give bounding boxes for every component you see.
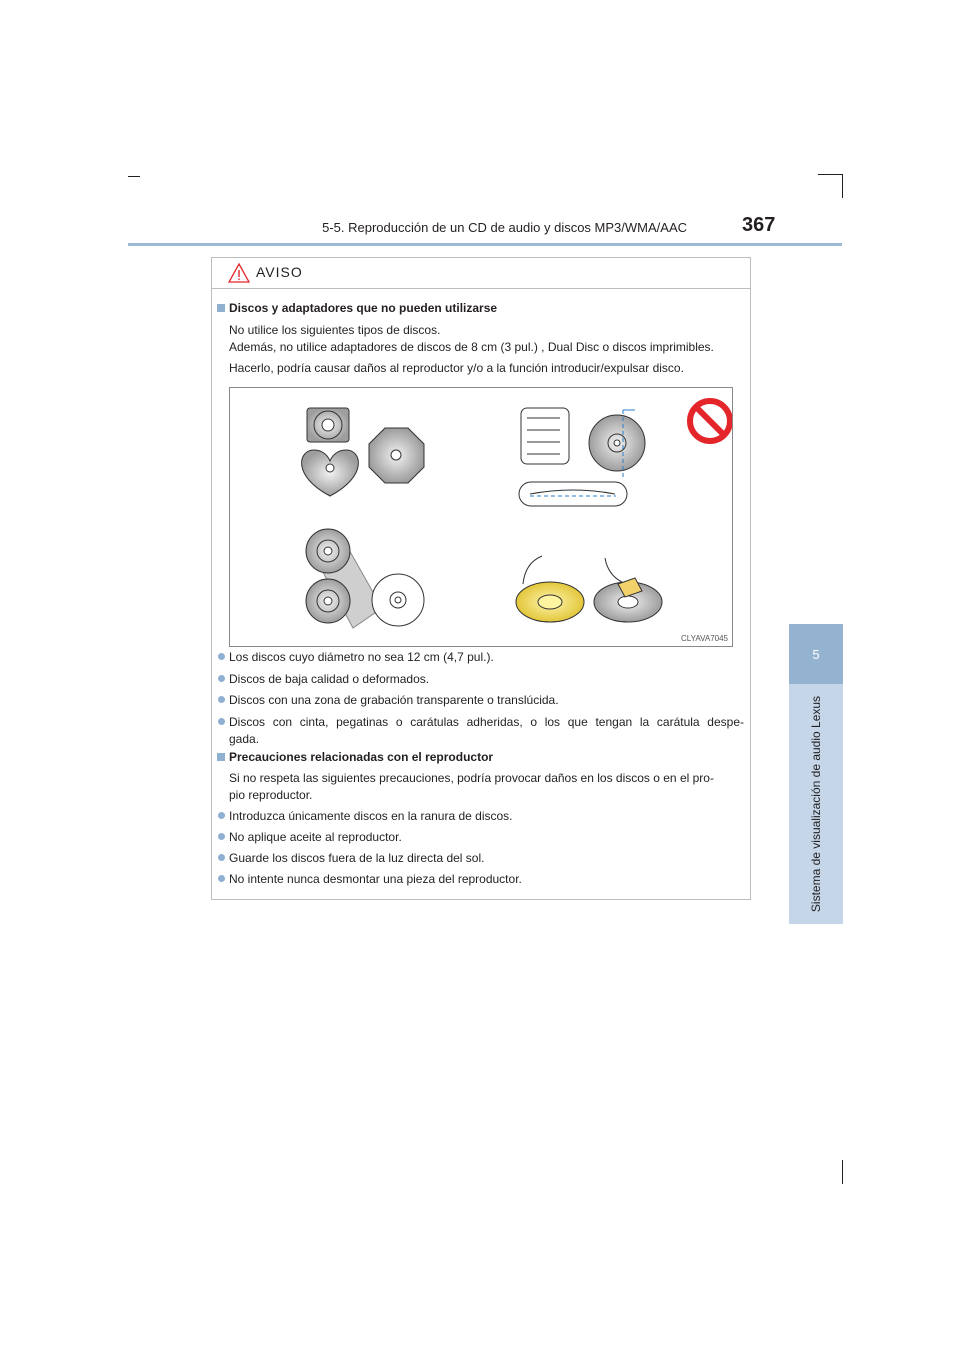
prohibited-discs-illustration [229, 387, 733, 647]
bullet-text: Guarde los discos fuera de la luz directa del sol. [229, 851, 485, 865]
bullet-dot-icon [218, 833, 225, 840]
bullet-text-continued: gada. [229, 732, 260, 746]
crop-mark [842, 1160, 843, 1184]
bullet-dot-icon [218, 718, 225, 725]
heart-disc [302, 450, 359, 496]
section-title: 5-5. Reproducción de un CD de audio y discos MP3/WMA/AAC [322, 220, 687, 235]
bullet-text: Discos con cinta, pegatinas o carátulas adheridas, o los que tengan la carátula despe- [229, 715, 744, 729]
paragraph: No utilice los siguientes tipos de discos. [229, 323, 441, 337]
bullet-text: No intente nunca desmontar una pieza del reproductor. [229, 872, 522, 886]
paragraph: Si no respeta las siguientes precauciones, podría provocar daños en los discos o en el pro- [229, 771, 714, 785]
paragraph: Hacerlo, podría causar daños al reproductor y/o a la función introducir/expulsar disco. [229, 361, 684, 375]
crop-mark [818, 174, 842, 175]
header-rule [128, 243, 842, 246]
paragraph: pio reproductor. [229, 788, 313, 802]
bullet-text: Discos con una zona de grabación transparente o translúcida. [229, 693, 559, 707]
bullet-dot-icon [218, 675, 225, 682]
page-number: 367 [742, 214, 776, 236]
bullet-text: Introduzca únicamente discos en la ranura de discos. [229, 809, 513, 823]
bullet-text: Los discos cuyo diámetro no sea 12 cm (4,7 pul.). [229, 650, 494, 664]
bullet-text: No aplique aceite al reproductor. [229, 830, 402, 844]
crop-mark [842, 174, 843, 198]
warning-label: AVISO [256, 264, 303, 280]
bullet-dot-icon [218, 653, 225, 660]
bullet-dot-icon [218, 696, 225, 703]
heading-square-icon [217, 304, 225, 312]
heading-square-icon [217, 753, 225, 761]
prohibition-icon [690, 401, 730, 441]
bullet-dot-icon [218, 875, 225, 882]
warning-triangle-icon [228, 263, 250, 283]
crop-mark [128, 176, 140, 177]
section-heading: Discos y adaptadores que no pueden utilizarse [229, 301, 498, 315]
bullet-dot-icon [218, 812, 225, 819]
illustration-code: CLYAVA7045 [681, 634, 728, 643]
bullet-dot-icon [218, 854, 225, 861]
chapter-title: Sistema de visualización de audio Lexus [809, 695, 823, 913]
warning-header [212, 258, 750, 289]
paragraph: Además, no utilice adaptadores de discos de 8 cm (3 pul.) , Dual Disc o discos imprimibles. [229, 340, 714, 354]
section-heading: Precauciones relacionadas con el reproductor [229, 750, 494, 764]
chapter-tab [789, 624, 843, 684]
chapter-number: 5 [812, 646, 820, 662]
bullet-text: Discos de baja calidad o deformados. [229, 672, 430, 686]
